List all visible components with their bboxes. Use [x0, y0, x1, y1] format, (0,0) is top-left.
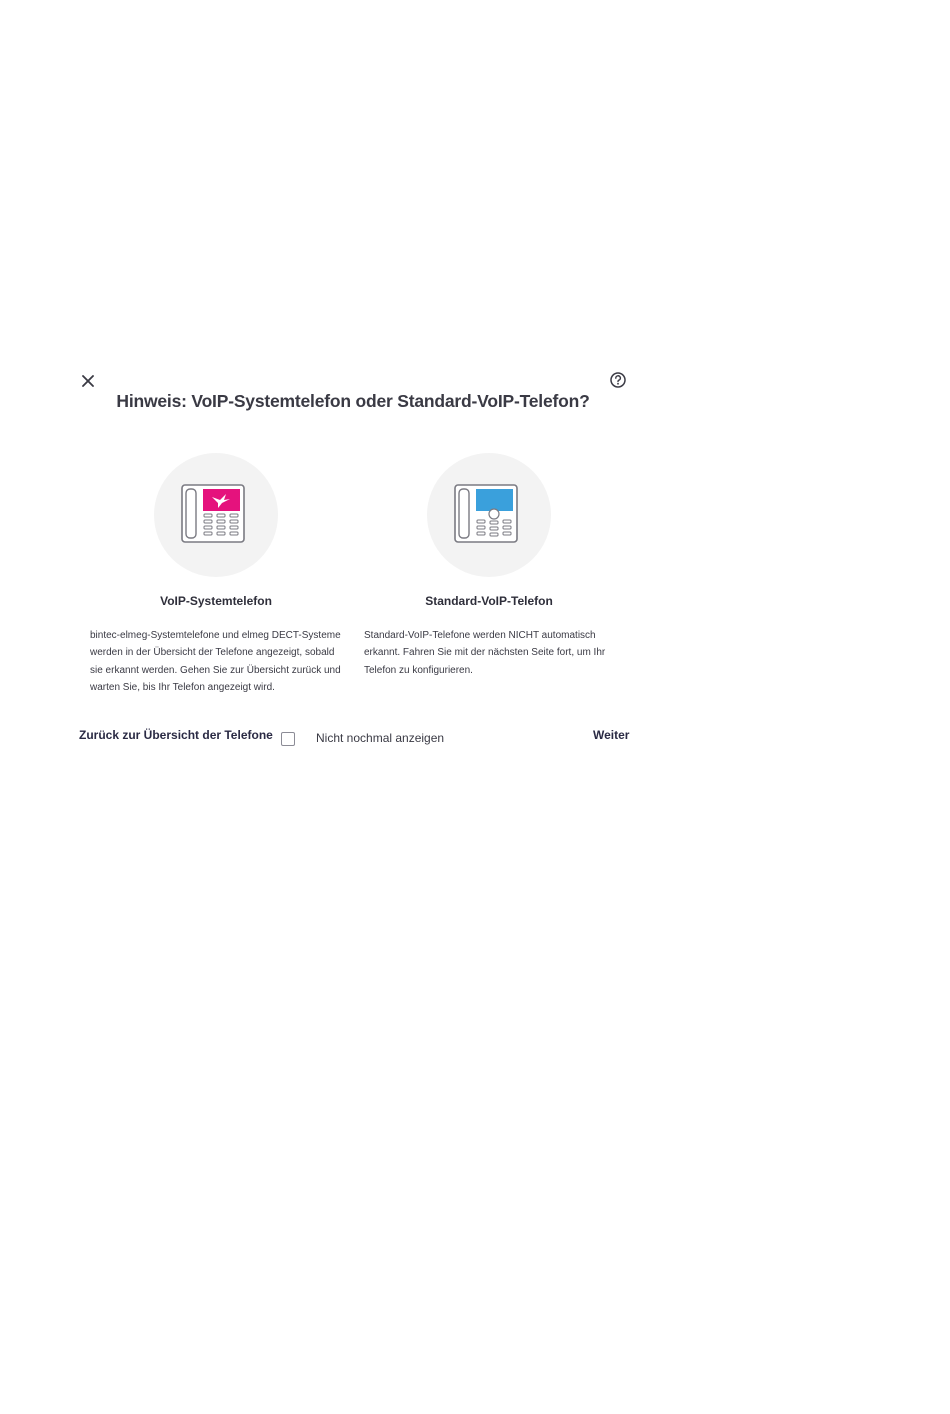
back-to-overview-button[interactable]: Zurück zur Übersicht der Telefone — [79, 728, 273, 742]
option-label: VoIP-Systemtelefon — [160, 594, 272, 608]
dialog-title: Hinweis: VoIP-Systemtelefon oder Standard-VoIP-Telefon? — [116, 391, 590, 411]
option-icon-circle — [154, 453, 278, 577]
option-description: bintec-elmeg-Systemtelefone und elmeg DECT-Systeme werden in der Übersicht der Telefone angezeigt, sobald sie erkannt werden. Gehen Sie zur Übersicht zurück und warten Sie, bis Ihr Telefon angezeigt wird. — [90, 630, 341, 694]
option-description: Standard-VoIP-Telefone werden NICHT automatisch erkannt. Fahren Sie mit der nächsten Seite fort, um Ihr Telefon zu konfigurieren. — [364, 630, 606, 676]
help-circle-icon[interactable] — [608, 370, 628, 390]
system-phone-icon — [180, 481, 248, 547]
option-label: Standard-VoIP-Telefon — [425, 594, 553, 608]
close-icon[interactable] — [78, 371, 98, 391]
standard-phone-icon — [453, 481, 521, 547]
dont-show-again-checkbox[interactable] — [281, 732, 295, 746]
option-icon-circle — [427, 453, 551, 577]
dont-show-again-label[interactable]: Nicht nochmal anzeigen — [316, 731, 445, 745]
next-button[interactable]: Weiter — [593, 728, 630, 742]
